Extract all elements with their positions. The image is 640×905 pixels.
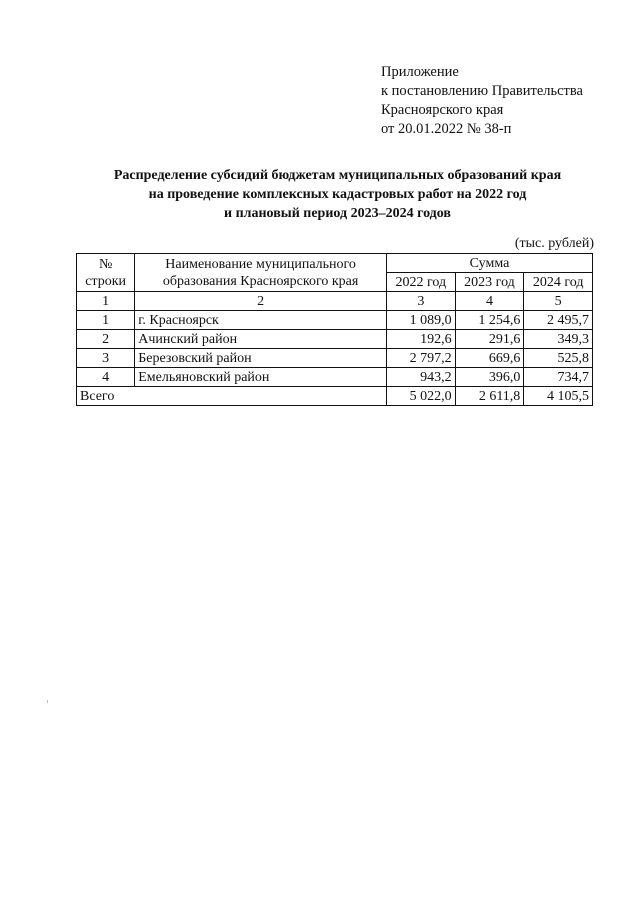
- header-num-line1: №: [98, 256, 113, 272]
- row-value-2023: 396,0: [455, 368, 524, 387]
- title-line: Распределение субсидий бюджетам муниципальных образований края: [113, 168, 562, 183]
- header-name-cell: [135, 254, 387, 292]
- row-name: г. Красноярск: [135, 311, 387, 330]
- row-value-2022: 2 797,2: [387, 349, 456, 368]
- appendix-line: Приложение: [381, 64, 459, 80]
- appendix-line: Красноярского края: [381, 102, 504, 118]
- index-cell: 4: [455, 292, 524, 311]
- total-value-2023: 2 611,8: [455, 387, 524, 406]
- header-year-2024: 2024 год: [524, 273, 593, 292]
- row-value-2023: 1 254,6: [455, 311, 524, 330]
- row-num: 4: [77, 368, 135, 387]
- header-sum-cell: Сумма: [387, 254, 593, 273]
- row-value-2024: 2 495,7: [524, 311, 593, 330]
- index-row: [77, 292, 593, 311]
- row-value-2022: 192,6: [387, 330, 456, 349]
- row-value-2024: 525,8: [524, 349, 593, 368]
- header-year-2023: 2023 год: [455, 273, 524, 292]
- total-value-2022: 5 022,0: [387, 387, 456, 406]
- subsidy-table: [76, 253, 593, 406]
- header-name-line1: Наименование муниципального: [165, 256, 356, 272]
- index-cell: 3: [387, 292, 456, 311]
- index-cell: 1: [77, 292, 135, 311]
- total-row: [77, 387, 593, 406]
- index-cell: 2: [135, 292, 387, 311]
- title-line: на проведение комплексных кадастровых работ на 2022 год: [148, 187, 527, 202]
- header-year-2022: 2022 год: [387, 273, 456, 292]
- row-name: Березовский район: [135, 349, 387, 368]
- row-value-2024: 734,7: [524, 368, 593, 387]
- row-value-2023: 291,6: [455, 330, 524, 349]
- row-name: Ачинский район: [135, 330, 387, 349]
- row-value-2023: 669,6: [455, 349, 524, 368]
- appendix-line: от 20.01.2022 № 38-п: [381, 121, 512, 137]
- header-num-cell: [77, 254, 135, 292]
- index-cell: 5: [524, 292, 593, 311]
- total-value-2024: 4 105,5: [524, 387, 593, 406]
- table-row: [77, 368, 593, 387]
- appendix-block: [381, 63, 631, 139]
- header-name-line2: образования Красноярского края: [162, 273, 359, 289]
- row-value-2022: 943,2: [387, 368, 456, 387]
- row-num: 3: [77, 349, 135, 368]
- appendix-line: к постановлению Правительства: [381, 83, 583, 99]
- table-row: [77, 330, 593, 349]
- total-label: Всего: [77, 387, 387, 406]
- row-value-2022: 1 089,0: [387, 311, 456, 330]
- document-title: [60, 166, 615, 223]
- scan-speck: [47, 700, 48, 703]
- row-value-2024: 349,3: [524, 330, 593, 349]
- header-row: [77, 254, 593, 273]
- table-row: [77, 311, 593, 330]
- header-num-line2: строки: [85, 273, 127, 289]
- row-num: 2: [77, 330, 135, 349]
- title-line: и плановый период 2023–2024 годов: [224, 206, 451, 221]
- row-name: Емельяновский район: [135, 368, 387, 387]
- table-row: [77, 349, 593, 368]
- row-num: 1: [77, 311, 135, 330]
- units-label: (тыс. рублей): [514, 236, 594, 251]
